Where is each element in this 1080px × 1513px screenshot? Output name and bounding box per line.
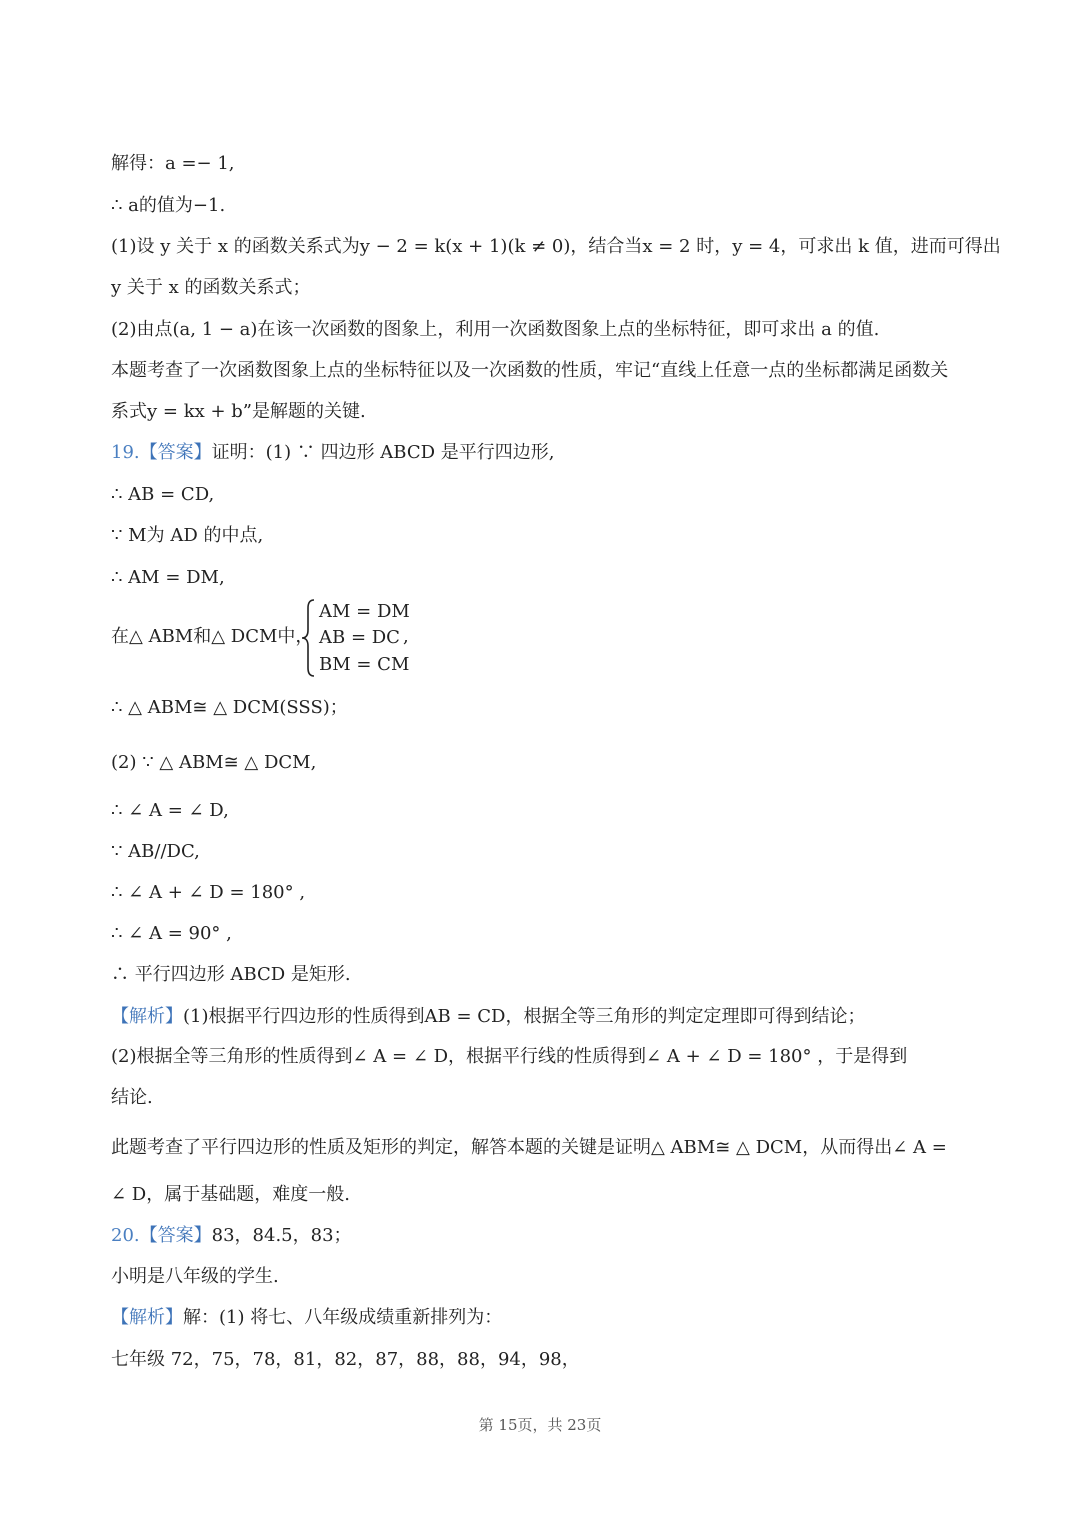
equation-line: AM = DM xyxy=(319,601,410,622)
analysis-tag: 【解析】 xyxy=(111,1006,183,1027)
text-line: y 关于 x 的函数关系式； xyxy=(111,277,311,298)
equation-line: BM = CM xyxy=(319,654,410,675)
page-footer: 第 15页，共 23页 xyxy=(478,1416,602,1434)
text-line: ∵ M为 AD 的中点, xyxy=(111,525,264,546)
text-line: ∠ D，属于基础题，难度一般. xyxy=(111,1184,350,1205)
text-line: ∴ AB = CD, xyxy=(111,484,215,505)
analysis-text: (1)根据平行四边形的性质得到AB = CD，根据全等三角形的判定定理即可得到结论； xyxy=(183,1006,866,1027)
answer-tag: 【答案】 xyxy=(139,1225,212,1246)
text-line: ∴ ∠ A = ∠ D, xyxy=(111,800,229,821)
answer-tag: 【答案】 xyxy=(139,442,212,463)
text-line: (2)由点(a, 1 − a)在该一次函数的图象上，利用一次函数图象上点的坐标特征，即可求出 a 的值. xyxy=(111,319,880,340)
analysis-tag: 【解析】 xyxy=(111,1307,183,1328)
text-line: (2)根据全等三角形的性质得到∠ A = ∠ D，根据平行线的性质得到∠ A + ∠ D = 180° ，于是得到 xyxy=(111,1046,908,1067)
text-line: ∴ ∠ A + ∠ D = 180° , xyxy=(111,882,306,903)
text-line: 小明是八年级的学生. xyxy=(111,1266,279,1287)
equation-system-prefix: 在△ ABM和△ DCM中， xyxy=(111,626,314,647)
question-19-answer-line xyxy=(111,441,555,465)
question-19-analysis-line xyxy=(111,1005,865,1029)
analysis-text: 解：(1) 将七、八年级成绩重新排列为： xyxy=(183,1307,503,1328)
equation-system xyxy=(111,598,531,680)
text-line: ∴ △ ABM≅ △ DCM(SSS)； xyxy=(111,697,348,718)
text-line: ∴ ∠ A = 90° , xyxy=(111,923,232,944)
question-20-analysis-line xyxy=(111,1306,502,1330)
question-number: 20. xyxy=(111,1225,140,1246)
text-line: 本题考查了一次函数图象上点的坐标特征以及一次函数的性质，牢记“直线上任意一点的坐标都满足函数关 xyxy=(111,360,949,381)
equation-line: AB = DC xyxy=(319,627,400,648)
question-number: 19. xyxy=(111,442,140,463)
text-line: (1)设 y 关于 x 的函数关系式为y − 2 = k(x + 1)(k ≠ 0)，结合当x = 2 时，y = 4，可求出 k 值，进而可得出 xyxy=(111,236,1001,257)
answer-text: 证明：(1) ∵ 四边形 ABCD 是平行四边形, xyxy=(211,442,555,463)
answer-text: 83，84.5，83； xyxy=(211,1225,352,1246)
text-line: ∴ 平行四边形 ABCD 是矩形. xyxy=(111,964,351,985)
text-line: 系式y = kx + b”是解题的关键. xyxy=(111,401,366,422)
question-20-answer-line xyxy=(111,1224,352,1248)
text-line: ∵ AB//DC, xyxy=(111,841,200,862)
text-line: 结论. xyxy=(111,1087,153,1108)
text-line: 解得：a =− 1, xyxy=(111,153,235,174)
text-line: ∴ a的值为−1. xyxy=(111,195,226,216)
left-brace-icon xyxy=(299,598,317,678)
text-line: 此题考查了平行四边形的性质及矩形的判定，解答本题的关键是证明△ ABM≅ △ DCM，从而得出∠ A = xyxy=(111,1137,947,1158)
text-line: ∴ AM = DM, xyxy=(111,567,225,588)
text-line: (2) ∵ △ ABM≅ △ DCM, xyxy=(111,752,317,773)
equation-system-suffix: , xyxy=(403,626,409,647)
text-line: 七年级 72，75，78，81，82，87，88，88，94，98， xyxy=(111,1349,580,1370)
